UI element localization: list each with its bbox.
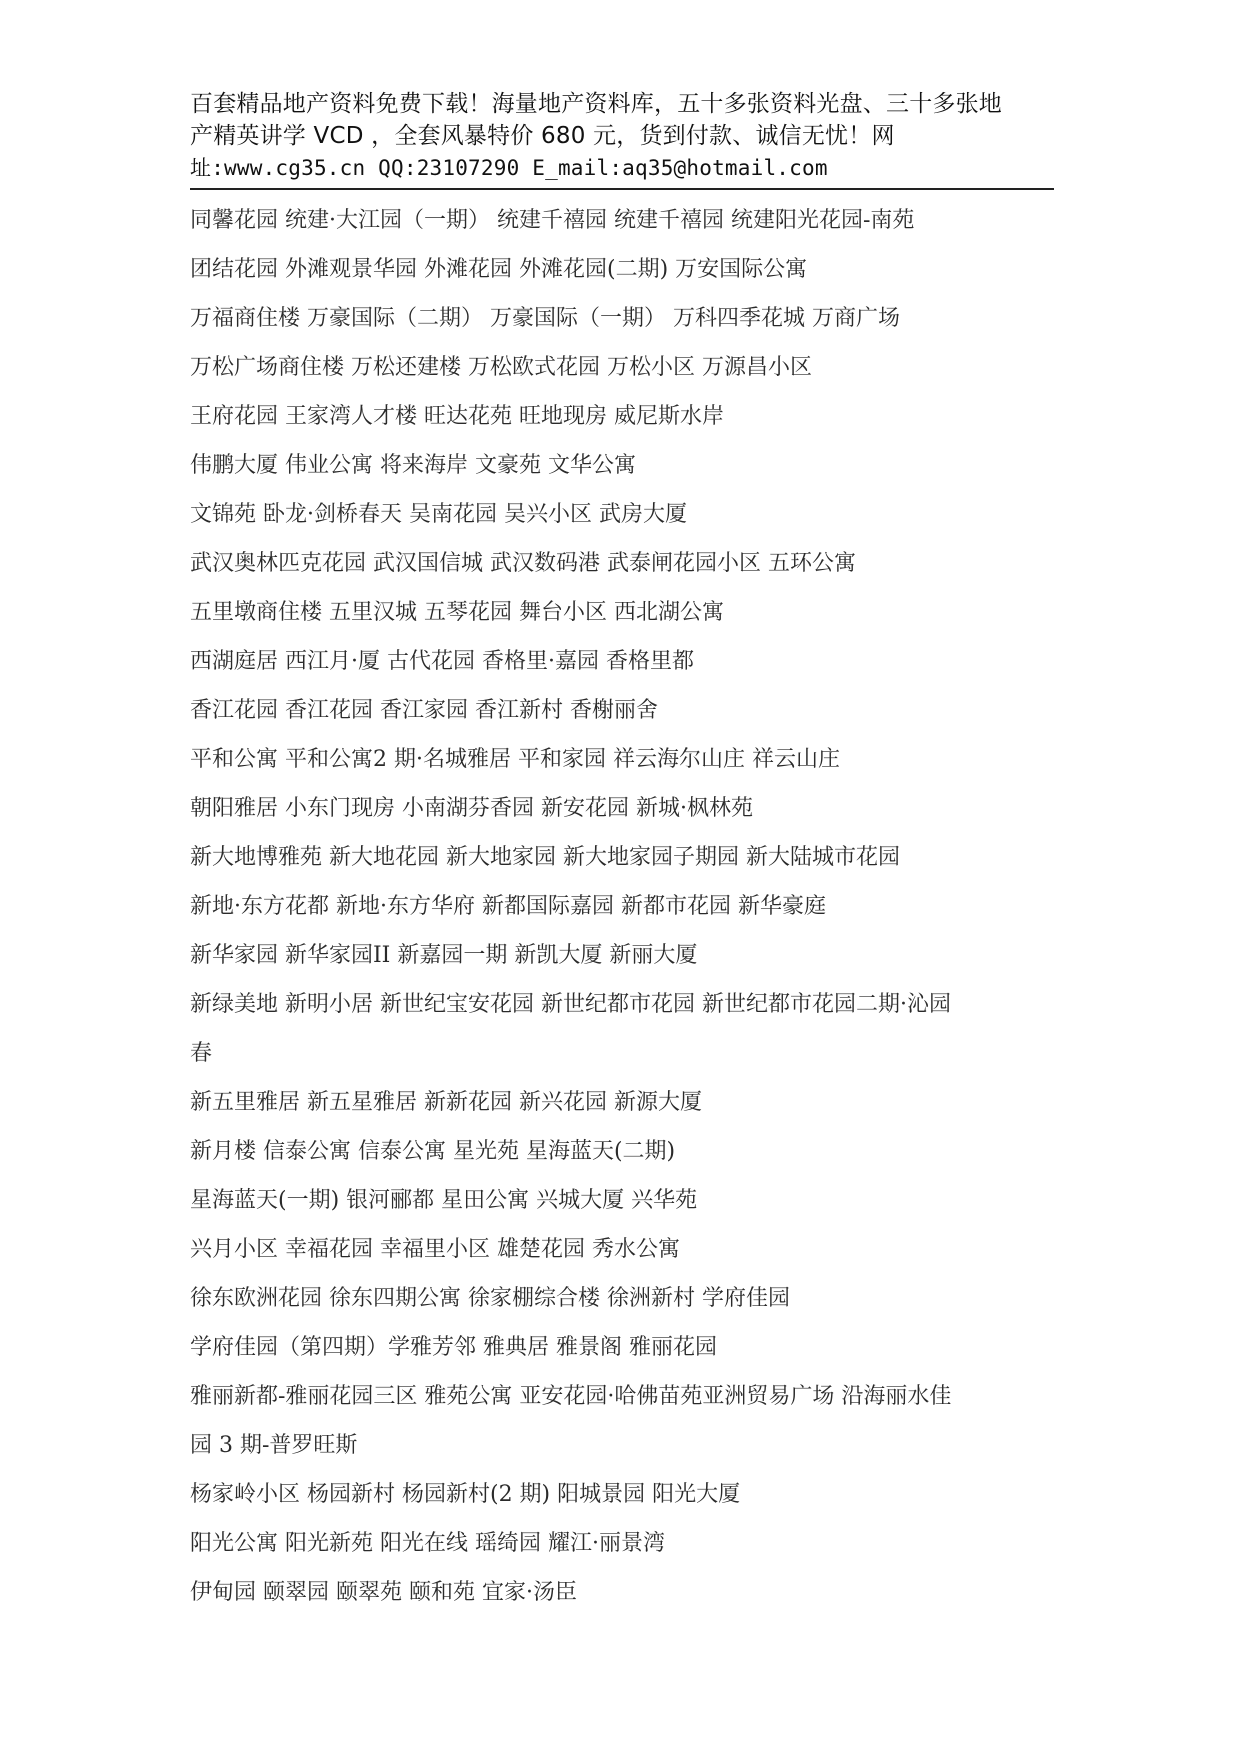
listing-line: 杨家岭小区 杨园新村 杨园新村(2 期) 阳城景园 阳光大厦 [190, 1482, 741, 1507]
listing-line: 新华家园 新华家园II 新嘉园一期 新凯大厦 新丽大厦 [190, 943, 698, 968]
listing-line: 新五里雅居 新五星雅居 新新花园 新兴花园 新源大厦 [190, 1090, 702, 1115]
listing-line: 王府花园 王家湾人才楼 旺达花苑 旺地现房 威尼斯水岸 [190, 404, 724, 429]
listing-line: 万福商住楼 万豪国际（二期） 万豪国际（一期） 万科四季花城 万商广场 [190, 306, 900, 331]
listing-line: 雅丽新都-雅丽花园三区 雅苑公寓 亚安花园·哈佛苗苑亚洲贸易广场 沿海丽水佳 [190, 1384, 952, 1409]
listing-line: 春 [190, 1041, 213, 1066]
header-line-2: 产精英讲学 VCD ，全套风暴特价 680 元，货到付款、诚信无忧！网 [190, 123, 895, 149]
listing-line: 新大地博雅苑 新大地花园 新大地家园 新大地家园子期园 新大陆城市花园 [190, 845, 900, 870]
listing-line: 武汉奥林匹克花园 武汉国信城 武汉数码港 武泰闸花园小区 五环公寓 [190, 551, 856, 576]
listing-line: 朝阳雅居 小东门现房 小南湖芬香园 新安花园 新城·枫林苑 [190, 796, 753, 821]
listing-line: 新地·东方花都 新地·东方华府 新都国际嘉园 新都市花园 新华豪庭 [190, 894, 826, 919]
page-header [190, 88, 1070, 184]
listing-line: 文锦苑 卧龙·剑桥春天 吴南花园 吴兴小区 武房大厦 [190, 502, 687, 527]
listing-line: 团结花园 外滩观景华园 外滩花园 外滩花园(二期) 万安国际公寓 [190, 257, 808, 282]
listing-line: 平和公寓 平和公寓2 期·名城雅居 平和家园 祥云海尔山庄 祥云山庄 [190, 747, 840, 772]
listing-line: 伟鹏大厦 伟业公寓 将来海岸 文豪苑 文华公寓 [190, 453, 636, 478]
listing-line: 同馨花园 统建·大江园（一期） 统建千禧园 统建千禧园 统建阳光花园-南苑 [190, 208, 915, 233]
header-line-1: 百套精品地产资料免费下载！海量地产资料库，五十多张资料光盘、三十多张地 [190, 91, 1002, 117]
listing-line: 香江花园 香江花园 香江家园 香江新村 香榭丽舍 [190, 698, 658, 723]
listing-line: 伊甸园 颐翠园 颐翠苑 颐和苑 宜家·汤臣 [190, 1580, 577, 1605]
listing-line: 五里墩商住楼 五里汉城 五琴花园 舞台小区 西北湖公寓 [190, 600, 724, 625]
listing-line: 星海蓝天(一期) 银河郦都 星田公寓 兴城大厦 兴华苑 [190, 1188, 698, 1213]
listing-line: 阳光公寓 阳光新苑 阳光在线 瑶绮园 耀江·丽景湾 [190, 1531, 665, 1556]
header-divider [190, 188, 1054, 190]
listing-line: 新月楼 信泰公寓 信泰公寓 星光苑 星海蓝天(二期) [190, 1139, 676, 1164]
listing-line: 学府佳园（第四期）学雅芳邻 雅典居 雅景阁 雅丽花园 [190, 1335, 717, 1360]
listing-line: 徐东欧洲花园 徐东四期公寓 徐家棚综合楼 徐洲新村 学府佳园 [190, 1286, 790, 1311]
listing-line: 万松广场商住楼 万松还建楼 万松欧式花园 万松小区 万源昌小区 [190, 355, 812, 380]
listing-line: 新绿美地 新明小居 新世纪宝安花园 新世纪都市花园 新世纪都市花园二期·沁园 [190, 992, 951, 1017]
listing-line: 兴月小区 幸福花园 幸福里小区 雄楚花园 秀水公寓 [190, 1237, 680, 1262]
property-listing [190, 196, 1070, 1617]
listing-line: 西湖庭居 西江月·厦 古代花园 香格里·嘉园 香格里都 [190, 649, 694, 674]
header-line-3: 址:www.cg35.cn QQ:23107290 E_mail:aq35@hotmail.com [190, 156, 828, 180]
listing-line: 园 3 期-普罗旺斯 [190, 1433, 358, 1458]
